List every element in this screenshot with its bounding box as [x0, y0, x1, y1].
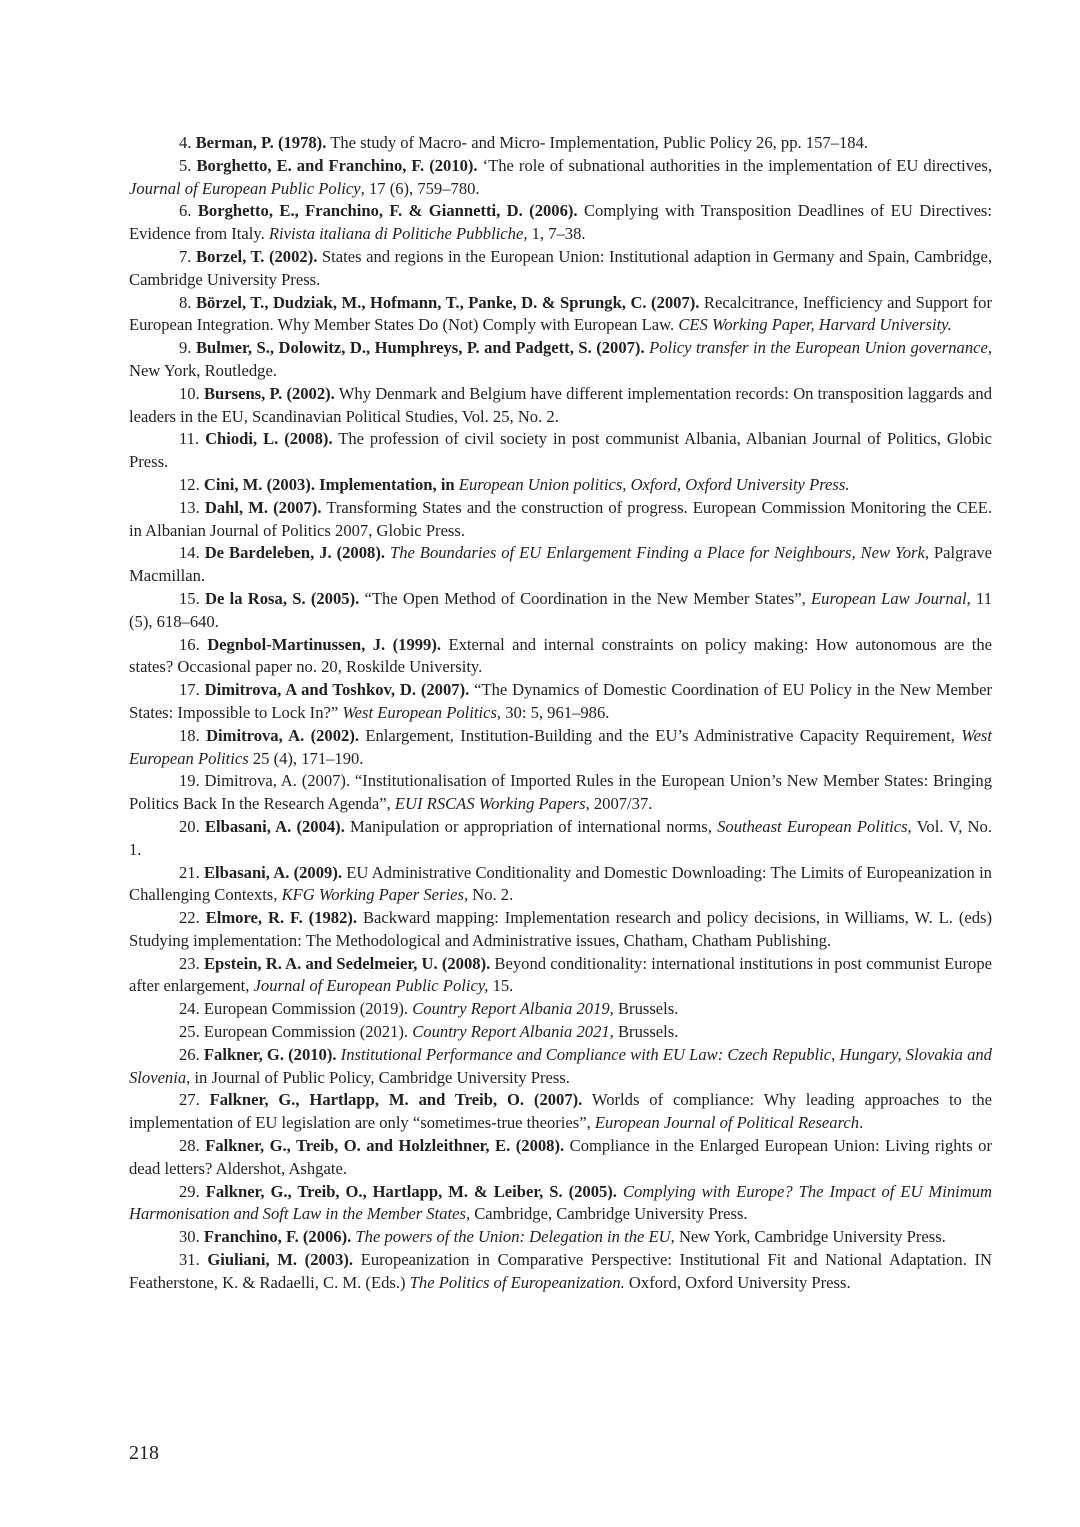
reference-number: 10. [179, 383, 200, 403]
reference-number: 20. [179, 816, 200, 836]
reference-title-italic: European Union politics, Oxford, Oxford University Press. [454, 474, 850, 494]
reference-text: Recalcitrance, Inefficiency and Support for European Integration. Why Member States Do (Not) Comply with European Law. [129, 292, 992, 335]
reference-text: External and internal constraints on policy making: How autonomous are the states? Occasional paper no. 20, Roskilde University. [129, 634, 992, 677]
reference-text: , 2007/37. [585, 794, 653, 814]
reference-text: , New York, Routledge. [129, 338, 993, 380]
reference-text: Compliance in the Enlarged European Union: Living rights or dead letters? Aldershot, Ashgate. [129, 1136, 992, 1178]
reference-text: The profession of civil society in post communist Albania, Albanian Journal of Politics, Globic Press. [129, 429, 992, 472]
reference-author: Falkner, G., Treib, O., Hartlapp, M. & Leiber, S. (2005). [205, 1181, 617, 1201]
reference-entry [129, 770, 992, 816]
reference-text: Enlargement, Institution-Building and the EU’s Administrative Capacity Requirement, [359, 725, 962, 745]
reference-text: , 17 (6), 759–780. [360, 178, 480, 198]
reference-text: , in Journal of Public Policy, Cambridge University Press. [186, 1067, 570, 1087]
reference-author: Bursens, P. (2002). [203, 383, 335, 403]
reference-entry [129, 907, 992, 953]
reference-author: Borghetto, E. and Franchino, F. (2010). [196, 155, 478, 175]
reference-entry [129, 1135, 992, 1181]
reference-entry [129, 634, 992, 680]
reference-number: 27. [179, 1090, 200, 1110]
reference-author: Bulmer, S., Dolowitz, D., Humphreys, P. and Padgett, S. (2007). [195, 338, 645, 358]
reference-author: Falkner, G., Treib, O. and Holzleithner, E. (2008). [205, 1136, 565, 1156]
reference-text: Brussels. [613, 1022, 679, 1042]
reference-entry [129, 246, 992, 292]
reference-number: 6. [179, 201, 192, 221]
reference-title-italic: West European Politics [129, 725, 992, 768]
reference-list [129, 132, 992, 1295]
reference-author: Borzel, T. (2002). [196, 246, 318, 266]
reference-entry [129, 337, 992, 383]
reference-text: , New York, Cambridge University Press. [670, 1227, 946, 1247]
reference-number: 15. [179, 588, 200, 608]
reference-author: Dahl, M. (2007). [204, 497, 322, 517]
reference-entry [129, 998, 992, 1021]
reference-author: Cini, M. (2003). Implementation, in [203, 474, 455, 494]
reference-number: 9. [179, 338, 192, 358]
reference-author: Börzel, T., Dudziak, M., Hofmann, T., Panke, D. & Sprungk, C. (2007). [195, 292, 700, 312]
reference-text: Beyond conditionality: international institutions in post communist Europe after enlargement, [129, 953, 992, 996]
reference-title-italic: Country Report Albania 2019, [412, 999, 614, 1019]
reference-number: 26. [179, 1044, 200, 1064]
reference-entry [129, 1181, 992, 1227]
reference-entry [129, 428, 992, 474]
reference-text: Backward mapping: Implementation research and policy decisions, in Williams, W. L. (eds) Studying implementation: The Methodological and Administrative issues, Chatham, Chatham Publishing. [129, 908, 993, 950]
reference-entry [129, 862, 992, 908]
reference-title-italic: West European Politics, [342, 702, 502, 722]
reference-title-italic: The Boundaries of EU Enlargement Finding a Place for Neighbours, New York [385, 543, 925, 563]
reference-entry [129, 588, 992, 634]
reference-author: Borghetto, E., Franchino, F. & Giannetti, D. (2006). [197, 201, 578, 221]
reference-text: European Commission (2019). [203, 999, 413, 1019]
reference-entry [129, 1089, 992, 1135]
reference-number: 25. [179, 1022, 200, 1042]
reference-author: Elmore, R. F. (1982). [205, 908, 358, 928]
reference-text: “The Open Method of Coordination in the New Member States”, [359, 588, 812, 608]
reference-entry [129, 474, 992, 497]
reference-text: The study of Macro- and Micro- Implementation, Public Policy 26, pp. 157–184. [326, 133, 869, 152]
reference-entry [129, 200, 992, 246]
reference-number: 5. [179, 155, 192, 175]
reference-author: De Bardeleben, J. (2008). [204, 543, 386, 563]
reference-number: 16. [179, 634, 200, 654]
reference-text: , 11 (5), 618–640. [129, 588, 992, 631]
reference-entry [129, 1226, 992, 1249]
reference-title-italic: Complying with Europe? The Impact of EU Minimum Harmonisation and Soft Law in the Member States, [129, 1181, 992, 1224]
reference-number: 21. [179, 862, 200, 882]
reference-author: Dimitrova, A and Toshkov, D. (2007). [204, 680, 470, 700]
reference-number: 17. [179, 680, 200, 700]
reference-text: , Vol. V, No. 1. [129, 816, 992, 859]
reference-author: Franchino, F. (2006). [203, 1227, 352, 1247]
reference-number: 13. [179, 497, 200, 517]
reference-text: Cambridge, Cambridge University Press. [470, 1204, 748, 1224]
reference-number: 23. [179, 953, 200, 973]
reference-text: Worlds of compliance: Why leading approaches to the implementation of EU legislation are only “sometimes-true theories”, [129, 1090, 992, 1133]
reference-title-italic: European Journal of Political Research [594, 1113, 860, 1133]
reference-entry [129, 816, 992, 862]
reference-number: 19. [179, 771, 200, 791]
reference-number: 11. [179, 429, 200, 449]
reference-author: Degnbol-Martinussen, J. (1999). [207, 634, 442, 654]
reference-text: EU Administrative Conditionality and Domestic Downloading: The Limits of Europeanization in Challenging Contexts, [129, 862, 992, 905]
reference-title-italic: The Politics of Europeanization. [409, 1272, 625, 1292]
reference-number: 29. [179, 1181, 200, 1201]
reference-entry [129, 679, 992, 725]
reference-text: Europeanization in Comparative Perspective: Institutional Fit and National Adaptation. IN Featherstone, K. & Radaelli, C. M. (Eds.) [129, 1250, 992, 1292]
reference-number: 28. [179, 1136, 200, 1156]
reference-entry [129, 292, 992, 338]
reference-entry [129, 1249, 992, 1295]
reference-title-italic: Southeast European Politics [717, 816, 908, 836]
reference-title-italic: European Law Journal [811, 588, 967, 608]
reference-text: European Commission (2021). [203, 1022, 413, 1042]
reference-number: 12. [179, 474, 200, 494]
reference-entry [129, 953, 992, 999]
reference-title-italic: Journal of European Public Policy, [253, 976, 489, 996]
reference-text: Why Denmark and Belgium have different implementation records: On transposition laggards and leaders in the EU, Scandinavian Political Studies, Vol. 25, No. 2. [129, 383, 992, 426]
reference-author: Elbasani, A. (2004). [204, 816, 345, 836]
reference-author: Chiodi, L. (2008). [205, 429, 333, 449]
reference-author: Elbasani, A. (2009). [203, 862, 342, 882]
reference-text: Complying with Transposition Deadlines of EU Directives: Evidence from Italy. [129, 201, 993, 244]
reference-title-italic: KFG Working Paper Series [281, 885, 464, 905]
reference-title-italic: Journal of European Public Policy [129, 178, 361, 198]
reference-text: Brussels. [613, 999, 679, 1019]
reference-text: “The Dynamics of Domestic Coordination of EU Policy in the New Member States: Impossible to Lock In?” [129, 680, 993, 722]
reference-title-italic: EUI RSCAS Working Papers [394, 794, 586, 814]
page-number: 218 [129, 1442, 159, 1464]
reference-text: States and regions in the European Union: Institutional adaption in Germany and Spain, Cambridge, Cambridge University Press. [129, 246, 992, 289]
reference-author: Falkner, G. (2010). [203, 1044, 337, 1064]
reference-number: 22. [179, 908, 200, 928]
reference-entry [129, 155, 992, 201]
reference-text: ‘The role of subnational authorities in the implementation of EU directives, [477, 155, 992, 175]
reference-text: . [859, 1113, 864, 1133]
reference-entry [129, 132, 992, 155]
reference-author: Berman, P. (1978). [195, 133, 327, 152]
reference-author: De la Rosa, S. (2005). [205, 588, 360, 608]
reference-entry [129, 1021, 992, 1044]
reference-title-italic: Institutional Performance and Compliance with EU Law: Czech Republic, Hungary, Slovakia and Slovenia [129, 1044, 992, 1087]
reference-text: Transforming States and the construction of progress. European Commission Monitoring the CEE. in Albanian Journal of Politics 2007, Globic Press. [129, 497, 993, 540]
reference-title-italic: CES Working Paper, Harvard University. [678, 315, 952, 335]
reference-title-italic: Country Report Albania 2021, [412, 1022, 614, 1042]
reference-text: , Palgrave Macmillan. [129, 543, 992, 586]
reference-number: 18. [179, 725, 200, 745]
reference-entry [129, 725, 992, 771]
reference-author: Falkner, G., Hartlapp, M. and Treib, O. (2007). [209, 1090, 583, 1110]
reference-title-italic: The powers of the Union: Delegation in the EU [351, 1227, 671, 1247]
reference-text: 25 (4), 171–190. [248, 748, 364, 768]
reference-text: Dimitrova, A. (2007). “Institutionalisation of Imported Rules in the European Union’s New Member States: Bringing Politics Back In the Research Agenda”, [129, 771, 992, 814]
reference-author: Dimitrova, A. (2002). [206, 725, 359, 745]
reference-entry [129, 497, 992, 543]
reference-author: Giuliani, M. (2003). [207, 1250, 354, 1270]
reference-text: 1, 7–38. [527, 224, 586, 244]
reference-number: 4. [179, 133, 192, 152]
reference-number: 30. [179, 1227, 200, 1247]
reference-number: 8. [179, 292, 192, 312]
reference-number: 31. [179, 1250, 200, 1270]
reference-number: 24. [179, 999, 200, 1019]
reference-title-italic: Policy transfer in the European Union governance [644, 338, 988, 358]
reference-text: , No. 2. [463, 885, 514, 905]
reference-entry [129, 1044, 992, 1090]
reference-author: Epstein, R. A. and Sedelmeier, U. (2008). [203, 953, 491, 973]
reference-entry [129, 383, 992, 429]
reference-text: 30: 5, 961–986. [501, 702, 610, 722]
reference-entry [129, 542, 992, 588]
reference-title-italic: Rivista italiana di Politiche Pubbliche, [268, 224, 528, 244]
reference-text: 15. [488, 976, 514, 996]
reference-text: Oxford, Oxford University Press. [624, 1272, 851, 1292]
reference-number: 7. [179, 246, 192, 266]
reference-number: 14. [179, 543, 200, 563]
reference-text: Manipulation or appropriation of international norms, [344, 816, 718, 836]
